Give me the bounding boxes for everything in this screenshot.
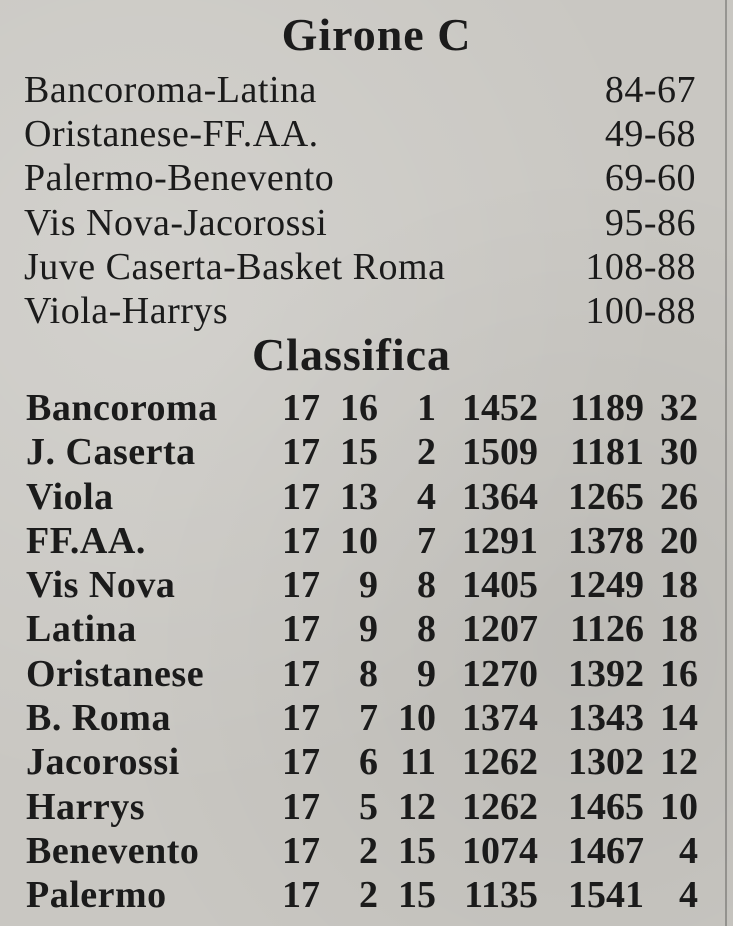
- match-score: 100-88: [585, 290, 696, 333]
- team-name: J. Caserta: [26, 431, 196, 474]
- losses: 9: [417, 652, 436, 695]
- match-score: 49-68: [604, 113, 696, 156]
- result-row: [24, 156, 696, 200]
- league-points: 18: [660, 608, 698, 651]
- standings-row: [24, 519, 699, 563]
- team-name: FF.AA.: [26, 519, 146, 562]
- match-name: Vis Nova-Jacorossi: [24, 201, 328, 244]
- points-against: 1265: [568, 475, 644, 518]
- team-name: Viola: [26, 475, 114, 518]
- wins: 9: [359, 608, 378, 651]
- standings-row: [24, 829, 699, 873]
- points-against: 1189: [570, 387, 644, 429]
- games-played: 17: [282, 874, 320, 917]
- result-row: [24, 201, 696, 245]
- wins: 6: [359, 741, 378, 784]
- team-name: Oristanese: [26, 652, 205, 695]
- points-for: 1270: [462, 652, 538, 695]
- points-against: 1378: [568, 519, 644, 562]
- match-score: 95-86: [604, 201, 696, 244]
- league-points: 12: [660, 741, 698, 784]
- team-name: Bancoroma: [26, 387, 218, 429]
- standings-row: [24, 475, 699, 519]
- games-played: 17: [282, 697, 320, 740]
- points-for: 1262: [462, 741, 538, 784]
- games-played: 17: [282, 652, 320, 695]
- team-name: Palermo: [26, 874, 167, 917]
- games-played: 17: [282, 608, 320, 651]
- league-points: 4: [679, 874, 698, 917]
- wins: 16: [340, 387, 378, 429]
- standings-row: [24, 785, 699, 829]
- points-for: 1291: [462, 519, 538, 562]
- match-name: Juve Caserta-Basket Roma: [24, 245, 446, 288]
- result-row: [24, 245, 696, 289]
- standings-heading: Classifica: [251, 329, 452, 380]
- wins: 13: [340, 475, 378, 518]
- match-score: 84-67: [604, 69, 696, 112]
- losses: 8: [417, 564, 436, 607]
- standings-table: [24, 386, 699, 918]
- league-points: 14: [660, 697, 698, 740]
- games-played: 17: [282, 431, 320, 474]
- standings-row: [24, 652, 699, 696]
- wins: 2: [359, 874, 378, 917]
- points-for: 1364: [462, 475, 538, 518]
- wins: 10: [340, 519, 378, 562]
- wins: 9: [359, 564, 378, 607]
- losses: 7: [417, 519, 436, 562]
- points-for: 1509: [462, 431, 538, 474]
- games-played: 17: [282, 741, 320, 784]
- wins: 7: [359, 697, 378, 740]
- standings-row: [24, 563, 699, 607]
- match-score: 108-88: [585, 245, 696, 288]
- group-heading: Girone C: [281, 9, 472, 60]
- losses: 10: [398, 697, 436, 740]
- standings-row: [24, 430, 699, 474]
- team-name: Benevento: [26, 829, 200, 872]
- match-name: Oristanese-FF.AA.: [24, 113, 319, 156]
- wins: 5: [359, 785, 378, 828]
- points-for: 1074: [462, 829, 538, 872]
- points-against: 1343: [568, 697, 644, 740]
- points-against: 1249: [568, 564, 644, 607]
- match-score: 69-60: [604, 157, 696, 200]
- losses: 11: [400, 741, 436, 784]
- wins: 8: [359, 652, 378, 695]
- league-points: 32: [660, 387, 698, 429]
- points-against: 1467: [568, 829, 644, 872]
- points-for: 1452: [462, 387, 538, 429]
- results-list: [24, 68, 696, 333]
- games-played: 17: [282, 519, 320, 562]
- standings-row: [24, 873, 699, 917]
- points-against: 1302: [568, 741, 644, 784]
- losses: 12: [398, 785, 436, 828]
- losses: 2: [417, 431, 436, 474]
- points-against: 1181: [570, 431, 644, 474]
- points-for: 1405: [462, 564, 538, 607]
- losses: 8: [417, 608, 436, 651]
- standings-row: [24, 696, 699, 740]
- league-points: 26: [660, 475, 698, 518]
- match-name: Viola-Harrys: [24, 290, 229, 333]
- match-name: Bancoroma-Latina: [24, 69, 317, 112]
- league-points: 30: [660, 431, 698, 474]
- team-name: Latina: [26, 608, 137, 651]
- points-against: 1126: [570, 608, 644, 651]
- match-name: Palermo-Benevento: [24, 157, 335, 200]
- games-played: 17: [282, 829, 320, 872]
- games-played: 17: [282, 564, 320, 607]
- league-points: 16: [660, 652, 698, 695]
- page-edge: [725, 0, 727, 926]
- points-against: 1541: [568, 874, 644, 917]
- standings-row: [24, 607, 699, 651]
- team-name: Jacorossi: [26, 741, 180, 784]
- losses: 15: [398, 874, 436, 917]
- games-played: 17: [282, 475, 320, 518]
- team-name: B. Roma: [26, 697, 171, 740]
- league-points: 20: [660, 519, 698, 562]
- team-name: Vis Nova: [26, 564, 176, 607]
- losses: 15: [398, 829, 436, 872]
- league-points: 10: [660, 785, 698, 828]
- team-name: Harrys: [26, 785, 146, 828]
- result-row: [24, 68, 696, 112]
- points-for: 1374: [462, 697, 538, 740]
- wins: 2: [359, 829, 378, 872]
- points-against: 1392: [568, 652, 644, 695]
- points-for: 1207: [462, 608, 538, 651]
- standings-row: [24, 740, 699, 784]
- games-played: 17: [282, 785, 320, 828]
- league-points: 18: [660, 564, 698, 607]
- wins: 15: [340, 431, 378, 474]
- standings-row: [24, 386, 699, 430]
- result-row: [24, 112, 696, 156]
- points-for: 1135: [464, 874, 538, 917]
- losses: 1: [417, 387, 436, 429]
- result-row: [24, 289, 696, 333]
- losses: 4: [417, 475, 436, 518]
- points-against: 1465: [568, 785, 644, 828]
- league-points: 4: [679, 829, 698, 872]
- games-played: 17: [282, 387, 320, 429]
- points-for: 1262: [462, 785, 538, 828]
